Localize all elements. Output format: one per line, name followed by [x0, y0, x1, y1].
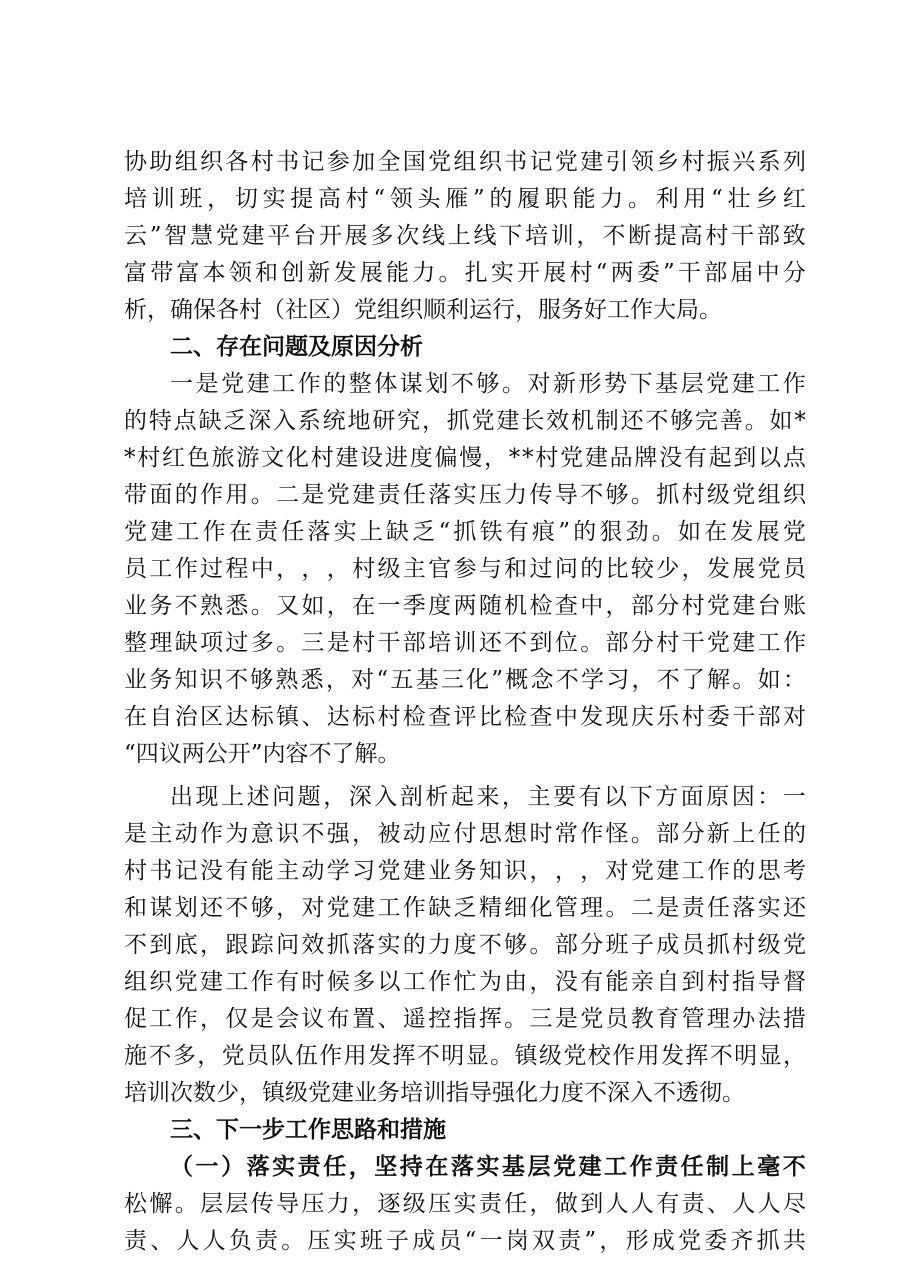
text-line: 培 训 班 ， 切 实 提 高 村 “ 领 头 雁 ” 的 履 职 能 力 。 利 用 “ 壮 乡 红	[124, 186, 806, 212]
text-line-bold-lead: （ 一 ） 落 实 责 任 ， 坚 持 在 落 实 基 层 党 建 工 作 责 任 制 上 毫 不	[170, 1154, 806, 1180]
text-line: 松 懈 。 层 层 传 导 压 力 ， 逐 级 压 实 责 任 ， 做 到 人 人 有 责 、 人 人 尽	[124, 1191, 806, 1217]
document-body	[124, 144, 806, 1260]
paragraph-problems	[124, 366, 806, 773]
text-line: 业 务 知 识 不 够 熟 悉 ， 对 “ 五 基 三 化 ” 概 念 不 学 习 ， 不 了 解 。 如 ：	[124, 667, 806, 693]
text-line: 组 织 党 建 工 作 有 时 候 多 以 工 作 忙 为 由 ， 没 有 能 亲 自 到 村 指 导 督	[124, 969, 806, 995]
section-heading-problems: 二、存在问题及原因分析	[170, 334, 423, 360]
text-line: 不 到 底 ， 跟 踪 问 效 抓 落 实 的 力 度 不 够 。 部 分 班 子 成 员 抓 村 级 党	[124, 932, 806, 958]
paragraph-causes	[124, 779, 806, 1112]
text-line: 党 建 工 作 在 责 任 落 实 上 缺 乏 “ 抓 铁 有 痕 ” 的 狠 劲 。 如 在 发 展 党	[124, 519, 806, 545]
text-line: 培 训 次 数 少 ， 镇 级 党 建 业 务 培 训 指 导 强 化 力 度 不 深 入 不 透 彻 。	[124, 1080, 745, 1106]
text-line: 的 特 点 缺 乏 深 入 系 统 地 研 究 ， 抓 党 建 长 效 机 制 还 不 够 完 善 。 如 *	[124, 408, 806, 434]
text-line: 一 是 党 建 工 作 的 整 体 谋 划 不 够 。 对 新 形 势 下 基 层 党 建 工 作	[170, 371, 806, 397]
text-line: 协 助 组 织 各 村 书 记 参 加 全 国 党 组 织 书 记 党 建 引 领 乡 村 振 兴 系 列	[124, 149, 806, 175]
text-line: 整 理 缺 项 过 多 。 三 是 村 干 部 培 训 还 不 到 位 。 部 分 村 干 党 建 工 作	[124, 630, 806, 656]
text-line: 责 、 人 人 负 责 。 压 实 班 子 成 员 “ 一 岗 双 责 ” ， 形 成 党 委 齐 抓 共	[124, 1228, 806, 1254]
text-line: 施 不 多 ， 党 员 队 伍 作 用 发 挥 不 明 显 。 镇 级 党 校 作 用 发 挥 不 明 显 ，	[124, 1043, 806, 1069]
text-line: 析 ， 确 保 各 村 （ 社 区 ） 党 组 织 顺 利 运 行 ， 服 务 好 工 作 大 局 。	[124, 297, 722, 323]
text-line: 在 自 治 区 达 标 镇 、 达 标 村 检 查 评 比 检 查 中 发 现 庆 乐 村 委 干 部 对	[124, 704, 806, 730]
paragraph-measures	[124, 1149, 806, 1260]
text-line: 富 带 富 本 领 和 创 新 发 展 能 力 。 扎 实 开 展 村 “ 两 委 ” 干 部 届 中 分	[124, 260, 806, 286]
text-line: 业 务 不 熟 悉 。 又 如 ， 在 一 季 度 两 随 机 检 查 中 ， 部 分 村 党 建 台 账	[124, 593, 806, 619]
text-line: 促 工 作 ， 仅 是 会 议 布 置 、 遥 控 指 挥 。 三 是 党 员 教 育 管 理 办 法 措	[124, 1006, 806, 1032]
text-line: 村 书 记 没 有 能 主 动 学 习 党 建 业 务 知 识 ， ， ， 对 党 建 工 作 的 思 考	[124, 858, 806, 884]
text-line: 是 主 动 作 为 意 识 不 强 ， 被 动 应 付 思 想 时 常 作 怪 。 部 分 新 上 任 的	[124, 821, 806, 847]
text-line: 云 ” 智 慧 党 建 平 台 开 展 多 次 线 上 线 下 培 训 ， 不 断 提 高 村 干 部 致	[124, 223, 806, 249]
text-line: 出 现 上 述 问 题 ， 深 入 剖 析 起 来 ， 主 要 有 以 下 方 面 原 因 ： 一	[170, 784, 806, 810]
section-heading-next-steps: 三、下一步工作思路和措施	[170, 1117, 446, 1143]
text-line: * 村 红 色 旅 游 文 化 村 建 设 进 度 偏 慢 ， * * 村 党 建 品 牌 没 有 起 到 以 点	[124, 445, 806, 471]
paragraph-training	[124, 144, 806, 329]
text-line: 和 谋 划 还 不 够 ， 对 党 建 工 作 缺 乏 精 细 化 管 理 。 二 是 责 任 落 实 还	[124, 895, 806, 921]
text-line: 员 工 作 过 程 中 ， ， ， 村 级 主 官 参 与 和 过 问 的 比 较 少 ， 发 展 党 员	[124, 556, 806, 582]
text-line: 带 面 的 作 用 。 二 是 党 建 责 任 落 实 压 力 传 导 不 够 。 抓 村 级 党 组 织	[124, 482, 806, 508]
text-line: “ 四 议 两 公 开 ” 内 容 不 了 解 。	[124, 741, 401, 767]
